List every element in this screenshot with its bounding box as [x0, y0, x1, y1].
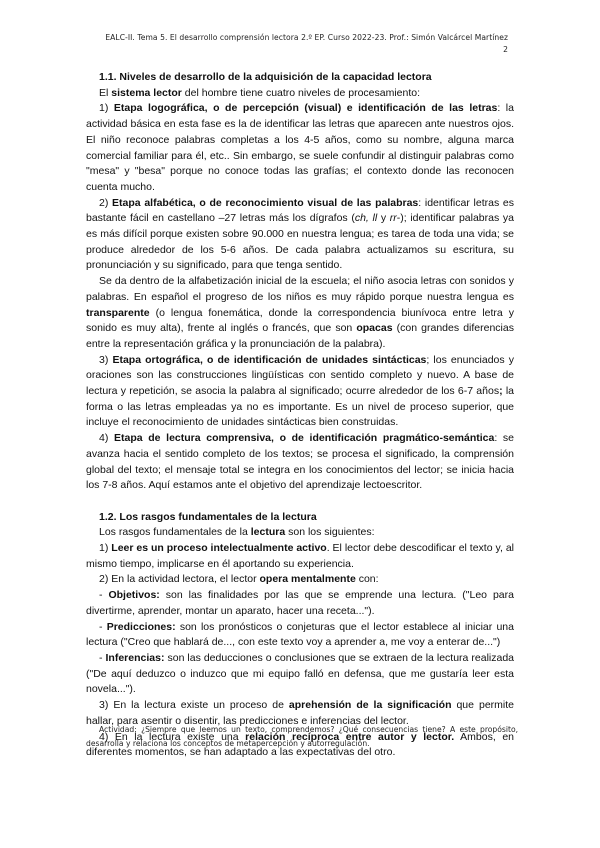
page-number: 2	[503, 45, 508, 54]
activity-prompt: Actividad: ¿Siempre que leemos un texto, comprendemos? ¿Qué consecuencias tiene? A este propósito, desarrolla y relaciona los conceptos de metapercepción y autorregulación.	[86, 724, 518, 749]
document-body	[86, 70, 514, 761]
feature-2-paragraph: 2) En la actividad lectora, el lector opera mentalmente con:	[99, 573, 379, 586]
header-title: EALC-II. Tema 5. El desarrollo comprensión lectora 2.º EP. Curso 2022-23. Prof.: Simón Valcárcel Martínez	[105, 33, 508, 42]
page-header	[92, 32, 508, 56]
section-heading-1-2: 1.2. Los rasgos fundamentales de la lectura	[99, 510, 317, 523]
stage-1-title: Etapa logográfica, o de percepción (visual) e identificación de las letras	[113, 102, 498, 115]
predictions-item: - Predicciones: son los pronósticos o conjeturas que el lector establece al iniciar una lectura ("Creo que hablará de..., con este texto voy a aprender a, me voy a enterar de...")	[86, 620, 514, 649]
stage-3-title: Etapa ortográfica, o de identificación de unidades sintácticas	[112, 353, 427, 366]
inferences-item: - Inferencias: son las deducciones o conclusiones que se extraen de la lectura realizada ("De aquí deduzco o induzco que mi equipo falló en defensa, que me gustaría leer esta novela...").	[86, 652, 515, 696]
section2-intro: Los rasgos fundamentales de la lectura son los siguientes:	[99, 526, 375, 539]
stage-2-paragraph: 2) Etapa alfabética, o de reconocimiento visual de las palabras: identificar letras es bastante fácil en castellano –27 letras más los dígrafos (ch, ll y rr-); identificar palabras ya es más difícil porque existen sobre 90.000 en nuestra lengua; es tarea de toda una vida; se produce alrededor de los 5-6 años. De cada palabra actualizamos su escritura, su pronunciación y su significado, para que tenga sentido.	[86, 196, 514, 272]
stage-4-title: Etapa de lectura comprensiva, o de identificación pragmático-semántica	[114, 432, 495, 445]
alphabetization-paragraph: Se da dentro de la alfabetización inicial de la escuela; el niño asocia letras con sonidos y palabras. En español el progreso de los niños es muy rápido porque nuestra lengua es transparente (o lengua fonemática, donde la correspondencia biunívoca entre letra y sonido es muy alta), frente al inglés o francés, que son opacas (con grandes diferencias entre la representación gráfica y la pronunciación de la palabra).	[86, 275, 514, 350]
feature-4-paragraph: 4) En la lectura existe una relación recíproca entre autor y lector. Ambos, en diferentes momentos, se han adaptado a las expectativas del otro.	[86, 730, 514, 759]
stage-1-paragraph: 1) Etapa logográfica, o de percepción (visual) e identificación de las letras: la actividad básica en esta fase es la de identificar las letras que aparecen ante nuestros ojos. El niño reconoce palabras completas a los 4-5 años, como su nombre, alguna marca comercial familiar para él, etc.. Sin embargo, se suele confundir al distinguir palabras como "mesa" y "besa" porque no conoce todas las grafías; el contexto donde las reconocen cuenta mucho.	[86, 102, 514, 193]
feature-1-paragraph: 1) Leer es un proceso intelectualmente activo. El lector debe descodificar el texto y, al mismo tiempo, implicarse en él aportando su experiencia.	[86, 542, 514, 570]
section-spacer	[86, 494, 514, 510]
stage-2-title: Etapa alfabética, o de reconocimiento visual de las palabras	[112, 196, 419, 209]
section1-intro: El sistema lector del hombre tiene cuatro niveles de procesamiento:	[99, 86, 421, 99]
objectives-item: - Objetivos: son las finalidades por las que se emprende una lectura. ("Leo para divertirme, aprender, montar un aparato, hacer una receta...").	[86, 589, 514, 617]
stage-4-paragraph: 4) Etapa de lectura comprensiva, o de identificación pragmático-semántica: se avanza hacia el sentido completo de los textos; se procesa el significado, la comprensión global del texto; el mensaje total se integra en los conocimientos del lector; se inicia hacia los 7-8 años. Aquí estamos ante el objetivo del aprendizaje lectoescritor.	[86, 432, 514, 492]
section-heading-1-1: 1.1. Niveles de desarrollo de la adquisición de la capacidad lectora	[99, 71, 432, 83]
feature-3-paragraph: 3) En la lectura existe un proceso de aprehensión de la significación que permite hallar, para asentir o disentir, las predicciones e inferencias del lector.	[86, 699, 514, 727]
feature-1-title: Leer es un proceso intelectualmente activo	[111, 542, 327, 555]
stage-3-paragraph: 3) Etapa ortográfica, o de identificación de unidades sintácticas; los enunciados y oraciones son las construcciones lingüísticas con sentido completo y nuevo. A base de lectura y repetición, se asocia la palabra al significado; ocurre alrededor de los 6-7 años; la forma o las letras empleadas ya no es importante. Es un nivel de proceso superior, que incluye el reconocimiento de unidades sintácticas bien construidas.	[86, 353, 514, 429]
